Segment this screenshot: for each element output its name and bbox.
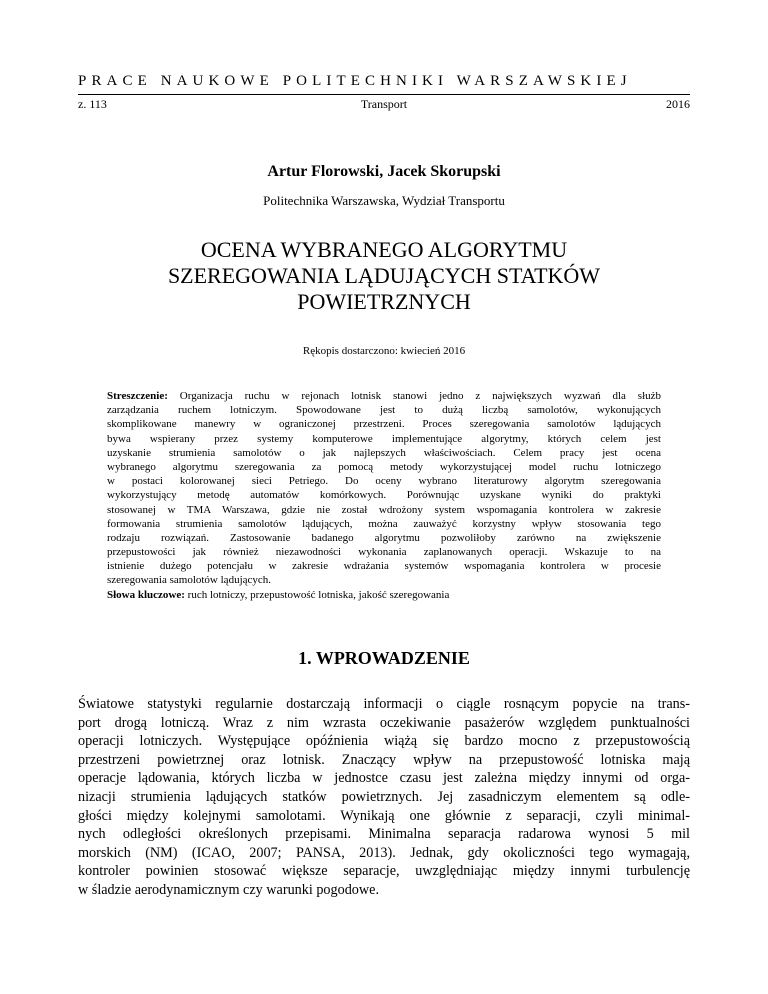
abstract-line: rodzaju rozwiązań. Zastosowanie badanego algorytmu pozwoliłoby zarówno na zwiększenie: [107, 531, 661, 544]
body-line: operacji lotniczych. Występujące opóźnienia wiążą się bardzo mocno z przepustowością: [78, 733, 690, 750]
body-line: operacje lądowania, których liczba w jednostce czasu jest zależna między innymi od orga-: [78, 770, 690, 787]
header-divider: [78, 94, 690, 95]
section-heading: 1. WPROWADZENIE: [298, 648, 470, 668]
body-line: w śladzie aerodynamicznym czy warunki pogodowe.: [78, 881, 379, 898]
abstract-line: stosowanej w TMA Warszawa, gdzie nie został wdrożony system wspomagania kontrolera w zakresie: [107, 503, 661, 516]
title-line: OCENA WYBRANEGO ALGORYTMU: [200, 237, 568, 262]
section-body: [78, 695, 690, 900]
keywords: [107, 588, 661, 602]
abstract-line: bywa wspierany przez systemy komputerowe implementujące algorytmy, których celem jest: [107, 432, 661, 445]
abstract: [107, 389, 661, 602]
body-line: nizacji strumienia lądujących statków powietrznych. Jej zasadniczym elementem są odle-: [78, 788, 690, 805]
abstract-line: szeregowania samolotów lądujących.: [107, 574, 272, 587]
received-date: Rękopis dostarczono: kwiecień 2016: [302, 345, 466, 357]
series-name: Transport: [360, 97, 408, 111]
abstract-line: w postaci kolorowanej sieci Petriego. Do oceny wybrano literaturowy algorytm szeregowania: [107, 475, 661, 488]
affiliation: Politechnika Warszawska, Wydział Transportu: [263, 193, 505, 208]
title-line: SZEREGOWANIA LĄDUJĄCYCH STATKÓW: [167, 263, 601, 288]
authors: Artur Florowski, Jacek Skorupski: [267, 163, 501, 180]
abstract-line: zarządzania ruchem lotniczym. Spowodowane jest to dużą liczbą samolotów, wykonujących: [107, 404, 661, 417]
body-line: kontroler powinien stosować większe separacje, uwzględniając między innymi turbulencję: [78, 863, 690, 880]
body-line: port drogą lotniczą. Wraz z nim wzrasta oczekiwanie pasażerów względem punktualności: [78, 714, 690, 731]
title-line: POWIETRZNYCH: [297, 289, 471, 314]
abstract-line: wykorzystujący metodę automatów komórkowych. Porównując uzyskane wyniki do praktyki: [107, 489, 661, 502]
publication-year: 2016: [666, 97, 690, 111]
body-line: morskich (NM) (ICAO, 2007; PANSA, 2013). Jednak, gdy okoliczności tego wymagają,: [78, 844, 690, 861]
abstract-line: skomplikowane manewry w ograniczonej przestrzeni. Proces szeregowania samolotów lądujących: [107, 418, 661, 431]
body-line: nych odległości określonych przepisami. Minimalna separacja radarowa wynosi 5 mil: [78, 826, 690, 843]
abstract-line: Streszczenie: Organizacja ruchu w rejonach lotnisk stanowi jedno z największych wyzwań dla służb: [107, 390, 662, 402]
body-line: Światowe statystyki regularnie dostarczają informacji o ciągle rosnącym popycie na trans-: [78, 696, 690, 712]
keywords-label: Słowa kluczowe:: [107, 588, 185, 601]
abstract-line: wybranego algorytmu szeregowania za pomocą metody wykorzystującej model ruchu lotniczego: [107, 460, 661, 473]
body-line: przestrzeni powietrznej oraz lotnisk. Znaczący wpływ na przepustowość lotniska mają: [78, 751, 690, 768]
journal-title: PRACE NAUKOWE POLITECHNIKI WARSZAWSKIEJ: [78, 73, 632, 89]
abstract-label: Streszczenie:: [107, 390, 168, 402]
keywords-text: ruch lotniczy, przepustowość lotniska, jakość szeregowania: [187, 588, 450, 601]
issue-number: z. 113: [78, 97, 107, 111]
abstract-line: istnienie dużego potencjału w zakresie wdrażania systemów wspomagania kontrolera w procesie: [107, 560, 661, 573]
abstract-line: przepustowości jak również niezawodności wykonania zaplanowanych operacji. Wskazuje to na: [107, 546, 661, 559]
paper-title: [0, 237, 768, 315]
abstract-line: formowania strumienia samolotów lądujących, można zauważyć korzystny wpływ stosowania tego: [107, 517, 661, 530]
abstract-line: uzyskanie strumienia samolotów o jak najlepszych właściwościach. Celem pracy jest ocena: [107, 446, 661, 459]
body-line: głości między kolejnymi samolotami. Wynikają one głównie z separacji, czyli minimal-: [78, 807, 690, 824]
